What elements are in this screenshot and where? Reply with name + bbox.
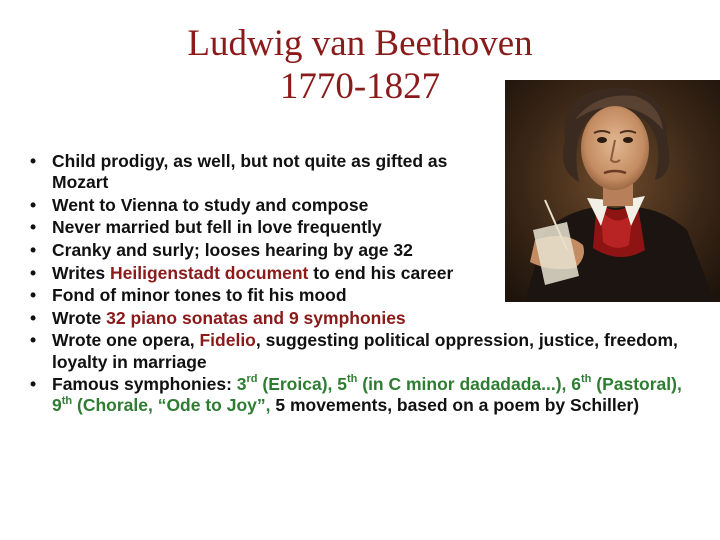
symphony-number: 9 (52, 395, 62, 416)
ordinal-suffix: th (61, 394, 73, 407)
list-item: • Fond of minor tones to fit his mood (30, 285, 690, 306)
symphony-text: (in C minor dadadada...), (357, 374, 572, 395)
symphony-6 (571, 374, 682, 394)
symphony-number: 3 (236, 374, 247, 395)
list-item (30, 374, 690, 416)
works-highlight: 32 piano sonatas and 9 symphonies (106, 307, 406, 328)
symphony-number: 6 (571, 374, 582, 395)
title-name: Ludwig van Beethoven (187, 23, 533, 64)
symphony-3 (237, 374, 337, 394)
ordinal-suffix: th (346, 373, 358, 386)
list-item: • Never married but fell in love frequently (30, 217, 690, 238)
fidelio-highlight: Fidelio (199, 330, 256, 351)
ordinal-suffix: th (581, 373, 592, 386)
list-item: • Child prodigy, as well, but not quite as gifted as Mozart (30, 151, 492, 193)
list-item-text: Wrote one opera, (52, 330, 200, 351)
symphony-5 (337, 374, 571, 394)
symphony-number: 5 (337, 374, 347, 395)
symphony-text: (Chorale, “Ode to Joy”, (72, 395, 276, 416)
symphony-text: (Pastoral), (591, 374, 682, 395)
bullet-list (30, 151, 690, 418)
list-item-text: Famous symphonies: (52, 374, 237, 395)
list-item-text: 5 movements, based on a poem by Schiller) (275, 395, 640, 416)
list-item-text: , suggesting political oppression, justice, freedom, loyalty in marriage (52, 330, 678, 372)
list-item (30, 308, 690, 329)
list-item (30, 330, 690, 372)
symphony-text: (Eroica), (257, 374, 338, 395)
list-item-text: to end his career (308, 262, 454, 283)
list-item (30, 263, 690, 284)
list-item: • Cranky and surly; looses hearing by age 32 (30, 240, 690, 261)
list-item-text: Wrote (52, 307, 107, 328)
heiligenstadt-highlight: Heiligenstadt document (110, 262, 309, 283)
ordinal-suffix: rd (246, 373, 258, 386)
symphony-9 (52, 395, 275, 415)
title-dates: 1770-1827 (279, 66, 441, 107)
list-item: • Went to Vienna to study and compose (30, 195, 690, 216)
list-item-text: Writes (52, 262, 111, 283)
